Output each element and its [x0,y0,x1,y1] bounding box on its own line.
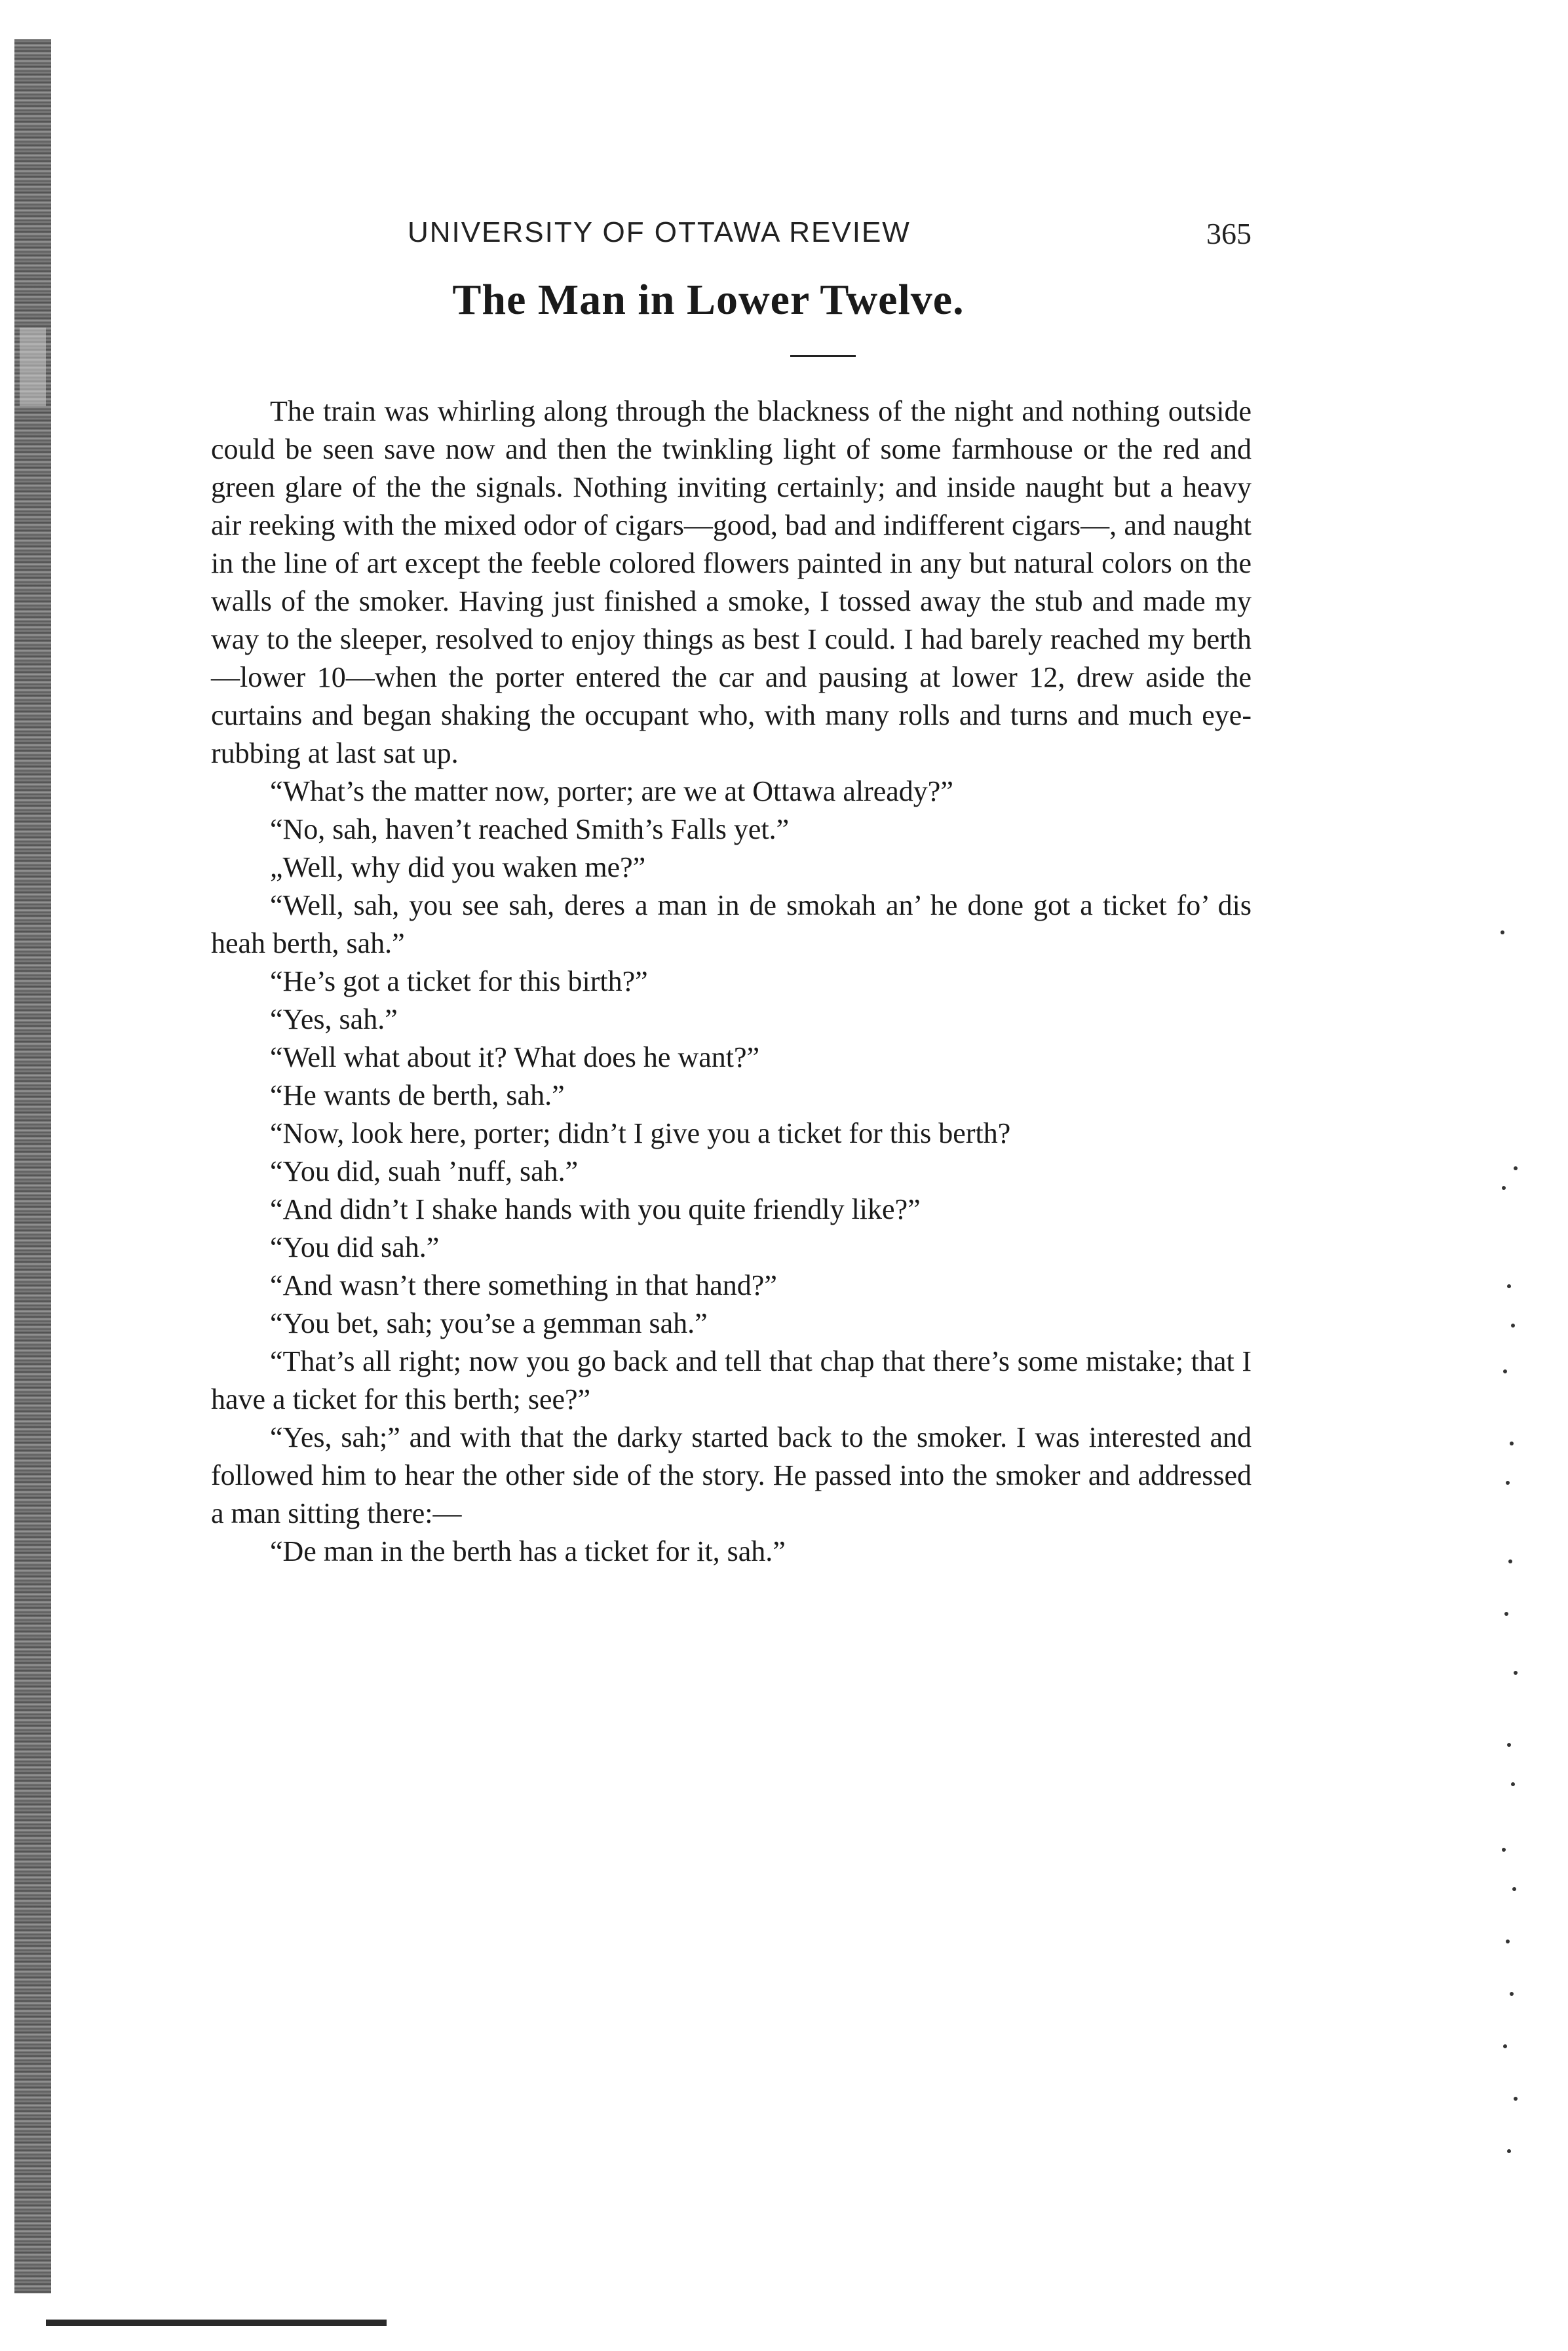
binding-scan-artifact [20,328,46,406]
paragraph: “You bet, sah; you’se a gemman sah.” [270,1307,708,1339]
paragraph: „Well, why did you waken me?” [270,851,646,883]
paragraph: “De man in the berth has a ticket for it, sah.” [270,1535,786,1567]
paragraph: “He wants de berth, sah.” [270,1079,565,1111]
journal-title: UNIVERSITY OF OTTAWA REVIEW [408,216,911,248]
bottom-scan-rule [46,2320,387,2326]
article-body [211,392,1252,1571]
paragraph: “Now, look here, porter; didn’t I give you a ticket for this berth? [270,1117,1011,1149]
paragraph: “What’s the matter now, porter; are we at Ottawa already?” [270,775,953,807]
running-head [211,210,1252,262]
paragraph: “Well, sah, you see sah, deres a man in de smokah an’ he done got a ticket fo’ dis heah berth, sah.” [211,889,1252,959]
paragraph: “Yes, sah.” [270,1003,398,1035]
paragraph: “He’s got a ticket for this birth?” [270,965,648,997]
paragraph: “No, sah, haven’t reached Smith’s Falls yet.” [270,813,790,845]
paragraph: “Yes, sah;” and with that the darky started back to the smoker. I was interested and followed him to hear the other side of the story. He passed into the smoker and addressed a man sitting there:— [211,1421,1252,1529]
page-number: 365 [1206,217,1252,250]
paragraph: “That’s all right; now you go back and tell that chap that there’s some mistake; that I have a ticket for this berth; see?” [211,1345,1252,1415]
paragraph: “And wasn’t there something in that hand?” [270,1269,777,1301]
paragraph: The train was whirling along through the blackness of the night and nothing outside could be seen save now and then the twinkling light of some farmhouse or the red and green glare of the the signals. Nothing inviting certainly; and inside naught but a heavy air reeking with the mixed odor of cigars—good, bad and indifferent cigars—, and naught in the line of art except the feeble colored flowers painted in any but natural colors on the walls of the smoker. Having just finished a smoke, I tossed away the stub and made my way to the sleeper, resolved to enjoy things as best I could. I had barely reached my berth—lower 10—when the porter entered the car and pausing at lower 12, drew aside the curtains and began shaking the occupant who, with many rolls and turns and much eye-rubbing at last sat up. [211,395,1252,769]
paragraph: “You did, suah ’nuff, sah.” [270,1155,579,1187]
article-title: The Man in Lower Twelve. [452,276,965,324]
paragraph: “Well what about it? What does he want?” [270,1041,760,1073]
page-content [211,210,1252,1571]
title-divider [790,355,856,357]
paragraph: “You did sah.” [270,1231,440,1263]
paragraph: “And didn’t I shake hands with you quite friendly like?” [270,1193,921,1225]
margin-scan-specks [1494,917,1553,2228]
